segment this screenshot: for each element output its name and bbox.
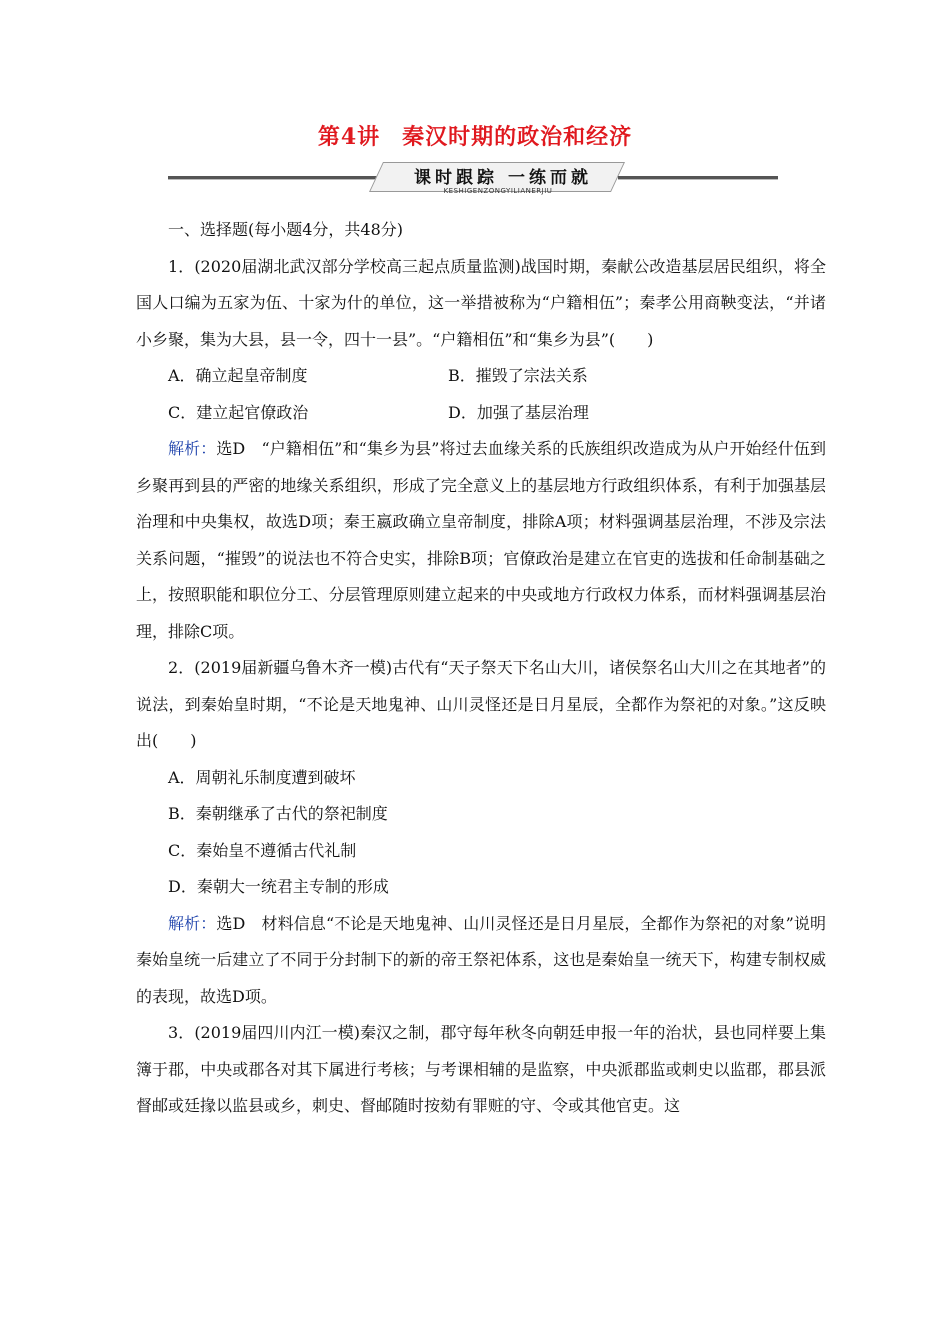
lecture-number: 第4讲 bbox=[317, 124, 381, 150]
question-1-option-b: B．摧毁了宗法关系 bbox=[448, 366, 588, 385]
section-banner bbox=[168, 160, 778, 200]
lecture-name: 秦汉时期的政治和经济 bbox=[402, 124, 633, 150]
question-1-stem: 1．(2020届湖北武汉部分学校高三起点质量监测)战国时期，秦献公改造基层居民组织，将全国人口编为五家为伍、十家为什的单位，这一举措被称为“户籍相伍”；秦孝公用商鞅变法，“并诸小乡聚，集为大县，县一令，四十一县”。“户籍相伍”和“集乡为县”( ) bbox=[136, 256, 826, 349]
question-2-option-a: A．周朝礼乐制度遭到破坏 bbox=[168, 767, 356, 787]
question-2-option-c: C．秦始皇不遵循古代礼制 bbox=[168, 840, 357, 860]
question-1-option-d: D．加强了基层治理 bbox=[448, 402, 589, 422]
question-2-option-d: D．秦朝大一统君主专制的形成 bbox=[168, 877, 389, 896]
banner-text: 课时跟踪 一练而就 bbox=[414, 168, 592, 188]
question-3-stem: 3．(2019届四川内江一模)秦汉之制，郡守每年秋冬向朝廷申报一年的治状，县也同样要上集簿于郡，中央或郡各对其下属进行考核；与考课相辅的是监察，中央派郡监或刺史以监郡，郡县派督邮或廷掾以监县或乡，刺史、督邮随时按劾有罪赃的守、令或其他官吏。这 bbox=[136, 1023, 826, 1115]
banner-subtext: KESHIGENZONGYILIANERJIU bbox=[443, 187, 553, 195]
banner-rule-right bbox=[618, 176, 778, 180]
question-2-analysis-text: 选D 材料信息“不论是天地鬼神、山川灵怪还是日月星辰，全都作为祭祀的对象”说明秦始皇统一后建立了不同于分封制下的新的帝王祭祀体系，这也是秦始皇一统天下，构建专制权威的表现，故选D项。 bbox=[136, 913, 826, 1006]
question-1-options-row-1 bbox=[136, 358, 826, 395]
lecture-title bbox=[0, 120, 950, 151]
analysis-label: 解析： bbox=[168, 913, 217, 933]
exercise-content bbox=[136, 212, 826, 1125]
question-2-option-b: B．秦朝继承了古代的祭祀制度 bbox=[168, 804, 388, 823]
question-1-option-c: C．建立起官僚政治 bbox=[168, 402, 309, 422]
question-1-option-a: A．确立起皇帝制度 bbox=[168, 366, 308, 385]
question-1-analysis-text: 选D “户籍相伍”和“集乡为县”将过去血缘关系的氏族组织改造成为从户开始经什伍到乡聚再到县的严密的地缘关系组织，形成了完全意义上的基层地方行政组织体系，有利于加强基层治理和中央集权，故选D项；秦王嬴政确立皇帝制度，排除A项；材料强调基层治理，不涉及宗法关系问题，“摧毁”的说法也不符合史实，排除B项；官僚政治是建立在官吏的选拔和任命制基础之上，按照职能和职位分工、分层管理原则建立起来的中央或地方行政权力体系，而材料强调基层治理，排除C项。 bbox=[136, 439, 826, 641]
section-heading: 一、选择题(每小题4分，共48分) bbox=[168, 220, 404, 239]
question-1-analysis bbox=[136, 431, 826, 650]
question-2-analysis bbox=[136, 906, 826, 1016]
analysis-label: 解析： bbox=[168, 439, 217, 458]
banner-rule-left bbox=[168, 176, 383, 180]
question-1-options-row-2 bbox=[136, 395, 826, 432]
question-2-stem: 2．(2019届新疆乌鲁木齐一模)古代有“天子祭天下名山大川，诸侯祭名山大川之在其地者”的说法，到秦始皇时期，“不论是天地鬼神、山川灵怪还是日月星辰，全都作为祭祀的对象。”这反映出( ) bbox=[136, 658, 826, 750]
